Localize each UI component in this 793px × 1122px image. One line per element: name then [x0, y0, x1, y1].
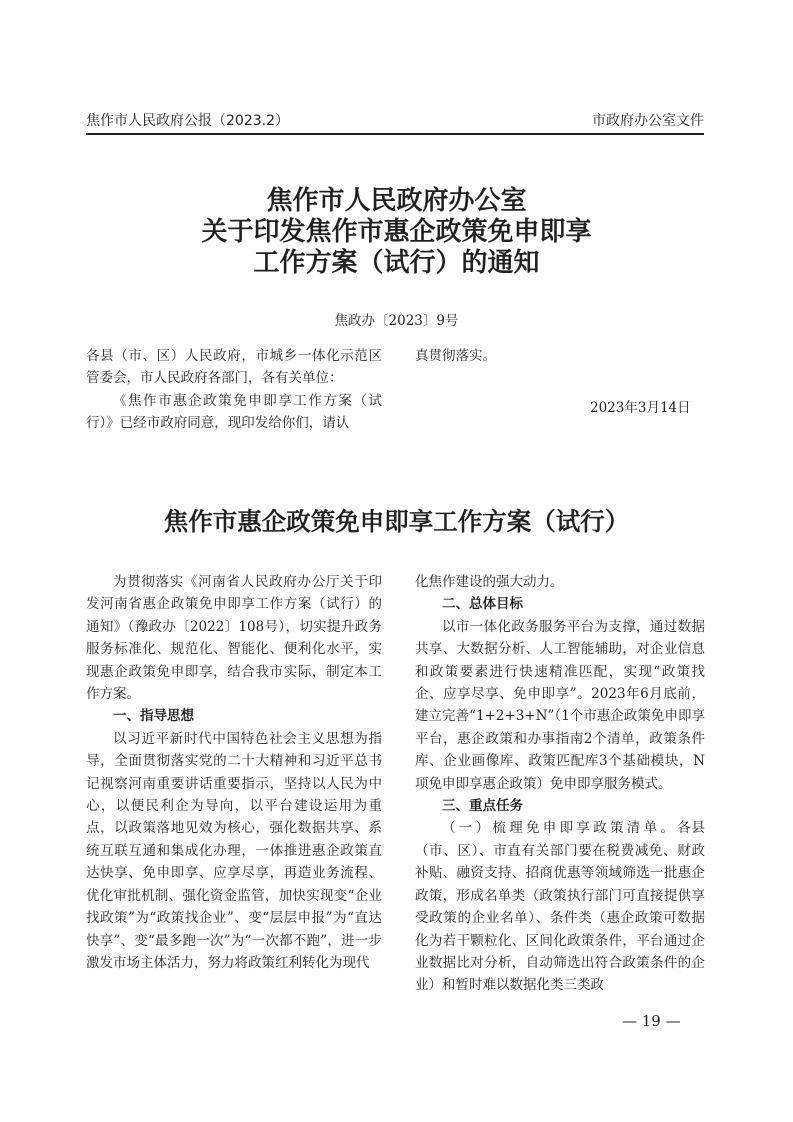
intro-paragraph: 为贯彻落实《河南省人民政府办公厅关于印发河南省惠企政策免申即享工作方案（试行）的通知》（豫政办〔2022〕108号），切实提升政务服务标准化、规范化、智能化、便利化水平，实现惠企政策免申即享，结合我市实际，制定本工作方案。	[86, 574, 382, 703]
notice-title-line: 关于印发焦作市惠企政策免申即享	[201, 217, 592, 247]
body-paragraph-continuation: 化焦作建设的强大动力。	[415, 574, 564, 590]
section-heading: 一、指导思想	[113, 708, 194, 725]
section-heading: 二、总体目标	[442, 596, 523, 613]
notice-body-left	[86, 345, 382, 435]
notice-title-line: 工作方案（试行）的通知	[253, 248, 540, 278]
subsection-heading: （一）梳理免申即享政策清单。	[442, 820, 678, 837]
header-rule	[86, 133, 704, 135]
plan-title: 焦作市惠企政策免申即享工作方案（试行）	[163, 507, 630, 536]
page-number: — 19 —	[622, 1012, 681, 1030]
plan-body-right-column	[415, 571, 705, 997]
publication-name: 焦作市人民政府公报（2023.2）	[86, 113, 289, 129]
addressee: 各县（市、区）人民政府，市城乡一体化示范区管委会，市人民政府各部门，各有关单位：	[86, 348, 382, 387]
notice-paragraph-continuation: 真贯彻落实。	[415, 348, 496, 364]
running-header	[86, 112, 704, 132]
subsection-paragraph	[415, 817, 705, 996]
plan-body-left-column	[86, 571, 382, 974]
document-number: 焦政办〔2023〕9号	[334, 313, 459, 329]
subsection-text: 各县（市、区）、市直有关部门要在税费减免、财政补贴、融资支持、招商优惠等领域筛选一批惠企政策，形成名单类（政策执行部门可直接提供享受政策的企业名单）、条件类（惠企政策可数据化为若干颗粒化、区间化政策条件，平台通过企业数据比对分析，自动筛选出符合政策条件的企业）和暂时难以数据化类三类政	[415, 820, 706, 994]
issue-date: 2023年3月14日	[590, 400, 691, 416]
notice-body-right	[415, 345, 705, 367]
notice-title	[0, 186, 793, 279]
section-name: 市政府办公室文件	[592, 113, 704, 129]
section-heading: 三、重点任务	[442, 798, 523, 815]
notice-paragraph: 《焦作市惠企政策免申即享工作方案（试行）》已经市政府同意，现印发给你们，请认	[86, 392, 382, 432]
notice-title-line: 焦作市人民政府办公室	[266, 186, 527, 216]
body-paragraph: 以市一体化政务服务平台为支撑，通过数据共享、大数据分析、人工智能辅助，对企业信息和政策要素进行快速精准匹配，实现“政策找企、应享尽享、免申即享”。2023年6月底前，建立完善“1+2+3+N”（1个市惠企政策免申即享平台，惠企政策和办事指南2个清单，政策条件库、企业画像库、政策匹配库3个基础模块，N项免申即享惠企政策）免申即享服务模式。	[415, 618, 705, 792]
body-paragraph: 以习近平新时代中国特色社会主义思想为指导，全面贯彻落实党的二十大精神和习近平总书记视察河南重要讲话重要指示，坚持以人民为中心，以便民利企为导向，以平台建设运用为重点，以政策落地见效为核心，强化数据共享、系统互联互通和集成化办理，一体推进惠企政策直达快享、免申即享、应享尽享，再造业务流程、优化审批机制、强化资金监管，加快实现变“企业找政策”为“政策找企业”、变“层层申报”为“直达快享”、变“最多跑一次”为“一次都不跑”，进一步激发市场主体活力，努力将政策红利转化为现代	[86, 730, 382, 971]
